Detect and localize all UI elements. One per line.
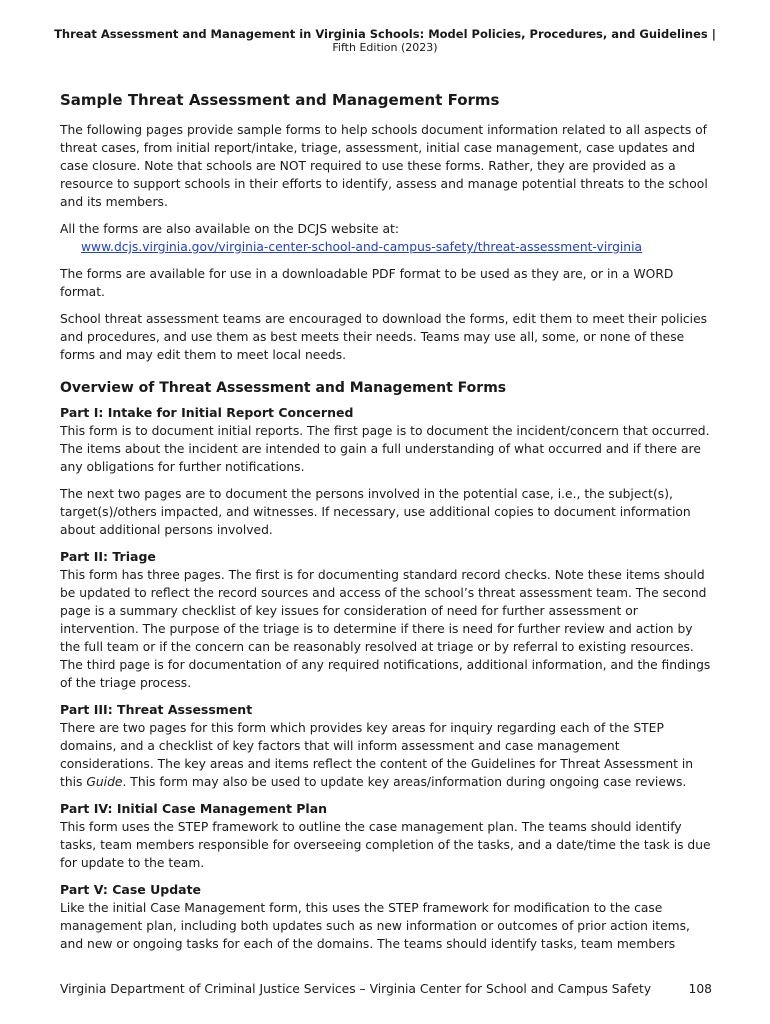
page-header bbox=[40, 27, 730, 55]
part-1-heading: Part I: Intake for Initial Report Concerned bbox=[60, 405, 354, 420]
part-3-body bbox=[60, 719, 712, 791]
part-5-heading: Part V: Case Update bbox=[60, 882, 202, 897]
teams-paragraph: School threat assessment teams are encouraged to download the forms, edit them to meet their policies and procedures, and use them as best meets their needs. Teams may use all, some, or none of these forms and may edit them to meet local needs. bbox=[60, 312, 708, 362]
part-2-body: This form has three pages. The first is for documenting standard record checks. Note these items should be updated to reflect the record sources and access of the school’s threat assessment team. The second page is a summary checklist of key issues for consideration of need for further assessment or intervention. The purpose of the triage is to determine if there is need for further review and action by the full team or if the concern can be reasonably resolved at triage or by referral to existing resources. The third page is for documentation of any required notifications, additional information, and the findings of the triage process. bbox=[60, 568, 711, 690]
part-5-body: Like the initial Case Management form, this uses the STEP framework for modification to the case management plan, including both updates such as new information or outcomes of prior action items, and new or ongoing tasks for each of the domains. The teams should identify tasks, team members bbox=[60, 901, 690, 951]
part-3-block bbox=[60, 701, 712, 791]
part-3-body-after: . This form may also be used to update key areas/information during ongoing case reviews. bbox=[122, 775, 687, 789]
part-3-body-before: There are two pages for this form which provides key areas for inquiry regarding each of the STEP domains, and a checklist of key factors that will inform assessment and case management considerations. The key areas and items reflect the content of the Guidelines for Threat Assessment in this bbox=[60, 721, 694, 789]
intro-paragraph: The following pages provide sample forms to help schools document information related to all aspects of threat cases, from initial report/intake, triage, assessment, initial case management, case updates and case closure. Note that schools are NOT required to use these forms. Rather, they are provided as a resource to support schools in their efforts to identify, assess and manage potential threats to the school and its members. bbox=[60, 123, 708, 209]
page-footer bbox=[60, 980, 712, 998]
header-edition: Fifth Edition (2023) bbox=[332, 41, 438, 54]
page-number: 108 bbox=[688, 982, 712, 996]
part-2-block bbox=[60, 548, 712, 692]
part-2-heading: Part II: Triage bbox=[60, 549, 156, 564]
part-3-body-italic: Guide bbox=[86, 775, 123, 789]
availability-paragraph bbox=[60, 220, 712, 256]
part-1-body-2: The next two pages are to document the persons involved in the potential case, i.e., the subject(s), target(s)/others impacted, and witnesses. If necessary, use additional copies to document information about additional persons involved. bbox=[60, 487, 691, 537]
page-content bbox=[60, 89, 712, 962]
part-1-block bbox=[60, 404, 712, 539]
part-3-heading: Part III: Threat Assessment bbox=[60, 702, 253, 717]
format-paragraph: The forms are available for use in a downloadable PDF format to be used as they are, or in a WORD format. bbox=[60, 267, 674, 299]
dcjs-website-link[interactable]: www.dcjs.virginia.gov/virginia-center-school-and-campus-safety/threat-assessment-virginia bbox=[81, 240, 643, 254]
part-4-heading: Part IV: Initial Case Management Plan bbox=[60, 801, 328, 816]
page-title: Sample Threat Assessment and Management Forms bbox=[60, 91, 500, 109]
part-4-block bbox=[60, 800, 712, 872]
part-4-body: This form uses the STEP framework to outline the case management plan. The teams should identify tasks, team members responsible for overseeing completion of the tasks, and a date/time the task is due for update to the team. bbox=[60, 820, 711, 870]
part-5-block bbox=[60, 881, 712, 953]
footer-organization: Virginia Department of Criminal Justice Services – Virginia Center for School and Campus Safety bbox=[60, 982, 652, 996]
overview-title: Overview of Threat Assessment and Management Forms bbox=[60, 380, 507, 396]
header-title: Threat Assessment and Management in Virginia Schools: Model Policies, Procedures, and Guidelines | bbox=[54, 27, 716, 41]
link-line bbox=[60, 240, 642, 254]
availability-text: All the forms are also available on the DCJS website at: bbox=[60, 222, 399, 236]
part-1-body: This form is to document initial reports. The first page is to document the incident/concern that occurred. The items about the incident are intended to gain a full understanding of what occurred and if there are any obligations for further notifications. bbox=[60, 424, 710, 474]
